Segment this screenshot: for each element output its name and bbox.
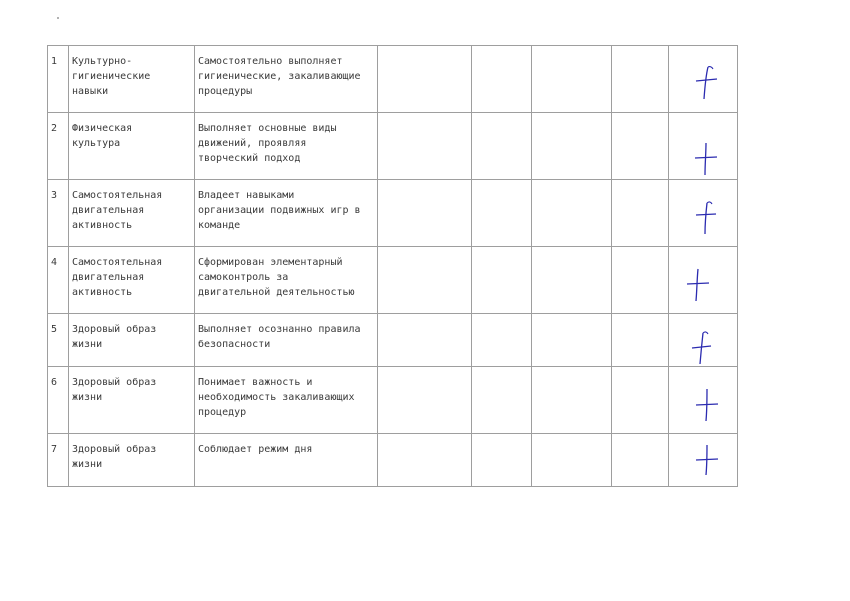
handwritten-plus-mark [693,65,719,101]
row-number-cell: 2 [48,113,69,180]
empty-cell [472,180,532,247]
criterion-cell: Выполняет осознанно правила безопасности [195,314,378,367]
area-cell: Самостоятельная двигательная активность [69,247,195,314]
empty-cell [612,113,669,180]
handwritten-plus-mark [693,200,719,236]
handwritten-plus-mark [685,267,711,303]
mark-cell [669,180,738,247]
mark-cell [669,434,738,487]
mark-cell [669,314,738,367]
empty-cell [532,247,612,314]
empty-cell [612,434,669,487]
handwritten-plus-mark [694,387,720,423]
empty-cell [612,314,669,367]
empty-cell [532,434,612,487]
scan-speck [57,17,59,19]
area-cell: Здоровый образ жизни [69,314,195,367]
row-number-cell: 1 [48,46,69,113]
empty-cell [532,314,612,367]
row-number-cell: 6 [48,367,69,434]
area-cell: Культурно- гигиенические навыки [69,46,195,113]
empty-cell [378,180,472,247]
empty-cell [532,113,612,180]
table-row [48,180,738,247]
empty-cell [472,113,532,180]
table-row [48,46,738,113]
empty-cell [378,247,472,314]
criterion-cell: Соблюдает режим дня [195,434,378,487]
empty-cell [472,367,532,434]
empty-cell [378,46,472,113]
empty-cell [472,46,532,113]
empty-cell [532,367,612,434]
criterion-cell: Понимает важность и необходимость закаливающих процедур [195,367,378,434]
empty-cell [378,434,472,487]
empty-cell [612,247,669,314]
empty-cell [472,434,532,487]
empty-cell [472,247,532,314]
empty-cell [612,180,669,247]
criterion-cell: Самостоятельно выполняет гигиенические, закаливающие процедуры [195,46,378,113]
row-number-cell: 7 [48,434,69,487]
table-row [48,247,738,314]
row-number-cell: 3 [48,180,69,247]
criterion-cell: Сформирован элементарный самоконтроль за двигательной деятельностью [195,247,378,314]
mark-cell [669,247,738,314]
area-cell: Здоровый образ жизни [69,434,195,487]
area-cell: Здоровый образ жизни [69,367,195,434]
handwritten-plus-mark [689,330,715,366]
criterion-cell: Владеет навыками организации подвижных игр в команде [195,180,378,247]
assessment-table [47,45,738,487]
empty-cell [612,46,669,113]
area-cell: Физическая культура [69,113,195,180]
mark-cell [669,367,738,434]
empty-cell [378,367,472,434]
table-row [48,434,738,487]
mark-cell [669,113,738,180]
row-number-cell: 5 [48,314,69,367]
handwritten-plus-mark [694,442,720,478]
empty-cell [532,180,612,247]
row-number-cell: 4 [48,247,69,314]
empty-cell [378,314,472,367]
empty-cell [378,113,472,180]
criterion-cell: Выполняет основные виды движений, проявляя творческий подход [195,113,378,180]
empty-cell [612,367,669,434]
table-row [48,314,738,367]
area-cell: Самостоятельная двигательная активность [69,180,195,247]
mark-cell [669,46,738,113]
table-row [48,367,738,434]
handwritten-plus-mark [693,141,719,177]
table-row [48,113,738,180]
empty-cell [532,46,612,113]
empty-cell [472,314,532,367]
